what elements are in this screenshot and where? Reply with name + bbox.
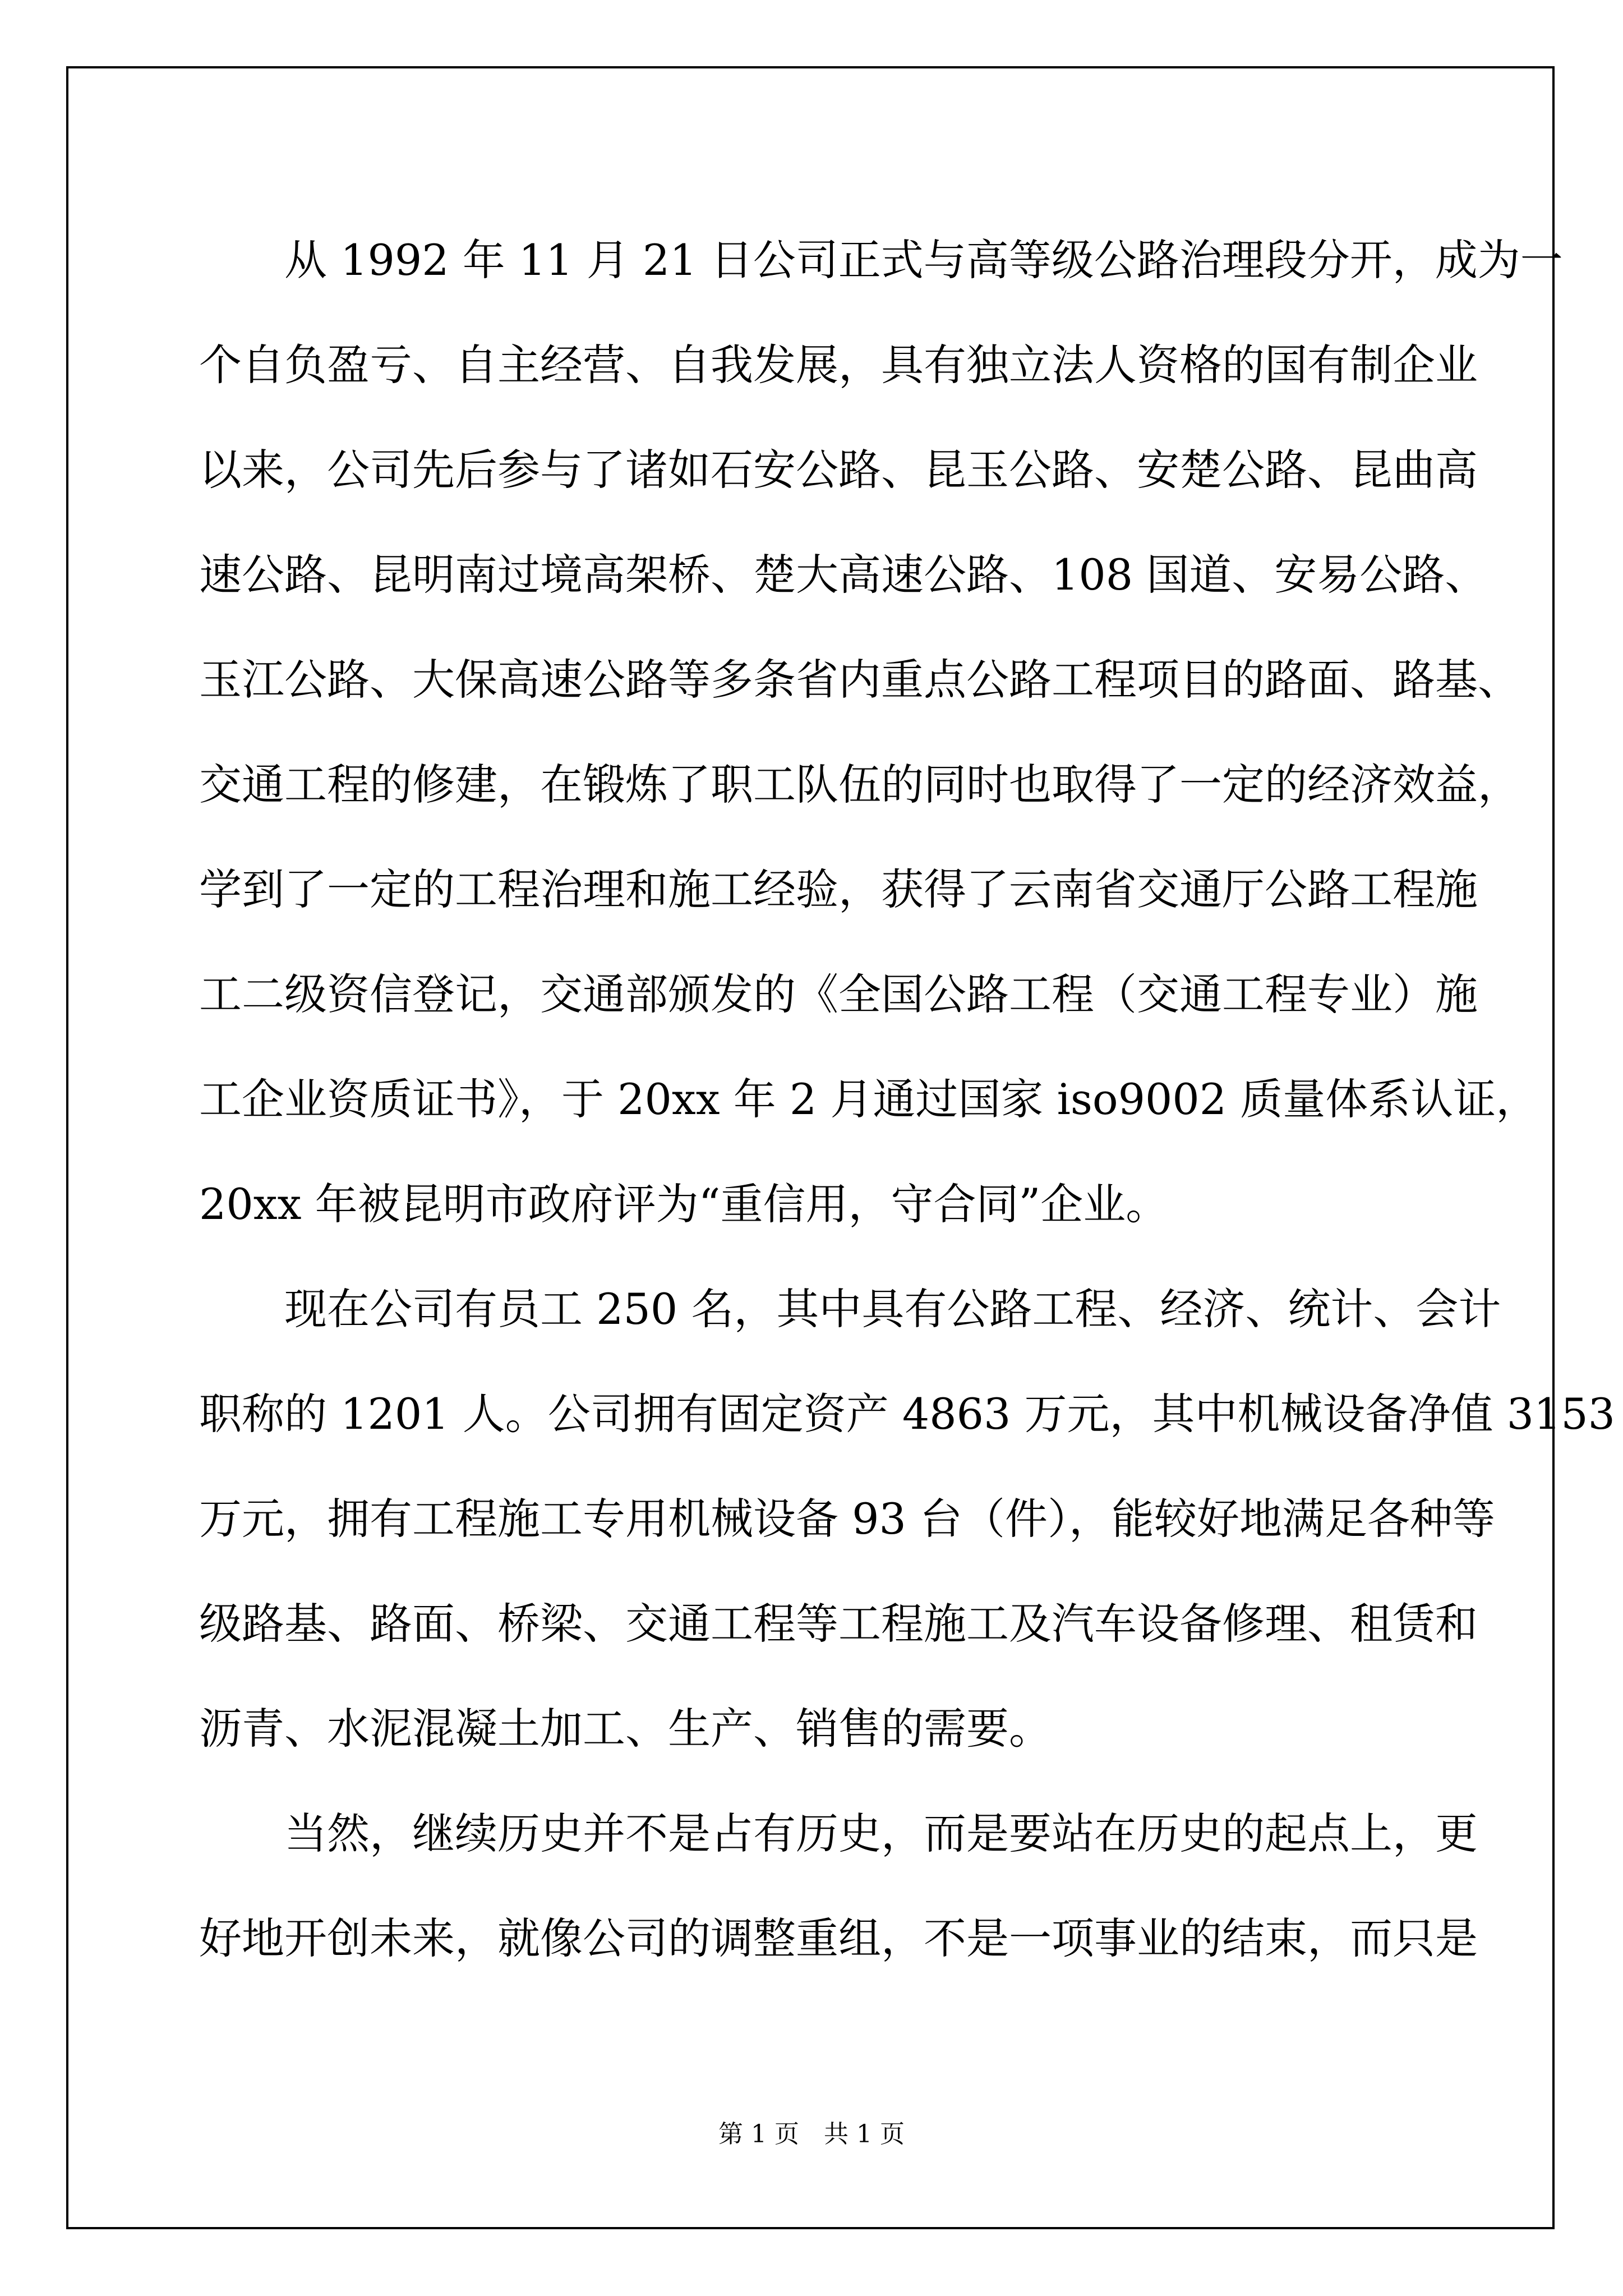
page-footer: 第 1 页 共 1 页: [718, 2120, 905, 2148]
paragraph-1-line-2: 个自负盈亏、自主经营、自我发展，具有独立法人资格的国有制企业: [199, 340, 1478, 390]
paragraph-1-line-1: 从 1992 年 11 月 21 日公司正式与高等级公路治理段分开，成为一: [284, 235, 1563, 285]
document-body: [199, 208, 1616, 1991]
paragraph-1-line-3: 以来，公司先后参与了诸如石安公路、昆玉公路、安楚公路、昆曲高: [199, 445, 1478, 495]
paragraph-1-line-5: 玉江公路、大保高速公路等多条省内重点公路工程项目的路面、路基、: [199, 655, 1520, 705]
paragraph-3-line-1: 当然，继续历史并不是占有历史，而是要站在历史的起点上，更: [284, 1809, 1478, 1858]
paragraph-1-line-9: 工企业资质证书》，于 20xx 年 2 月通过国家 iso9002 质量体系认证，: [199, 1074, 1539, 1124]
paragraph-2-line-3: 万元，拥有工程施工专用机械设备 93 台（件），能较好地满足各种等: [199, 1494, 1496, 1544]
paragraph-2-line-1: 现在公司有员工 250 名，其中具有公路工程、经济、统计、会计: [284, 1284, 1501, 1334]
paragraph-3-line-2: 好地开创未来，就像公司的调整重组，不是一项事业的结束，而只是: [199, 1913, 1478, 1963]
paragraph-1-line-4: 速公路、昆明南过境高架桥、楚大高速公路、108 国道、安易公路、: [199, 550, 1488, 600]
paragraph-1-line-6: 交通工程的修建，在锻炼了职工队伍的同时也取得了一定的经济效益，: [199, 760, 1520, 809]
paragraph-1-line-7: 学到了一定的工程治理和施工经验，获得了云南省交通厅公路工程施: [199, 864, 1478, 914]
paragraph-2-line-5: 沥青、水泥混凝土加工、生产、销售的需要。: [199, 1704, 1052, 1754]
paragraph-1-line-8: 工二级资信登记，交通部颁发的《全国公路工程（交通工程专业）施: [199, 969, 1478, 1019]
paragraph-2-line-4: 级路基、路面、桥梁、交通工程等工程施工及汽车设备修理、租赁和: [199, 1599, 1478, 1649]
paragraph-2-line-2: 职称的 1201 人。公司拥有固定资产 4863 万元，其中机械设备净值 3153: [199, 1389, 1616, 1439]
paragraph-1-line-10: 20xx 年被昆明市政府评为“重信用，守合同”企业。: [199, 1179, 1169, 1229]
